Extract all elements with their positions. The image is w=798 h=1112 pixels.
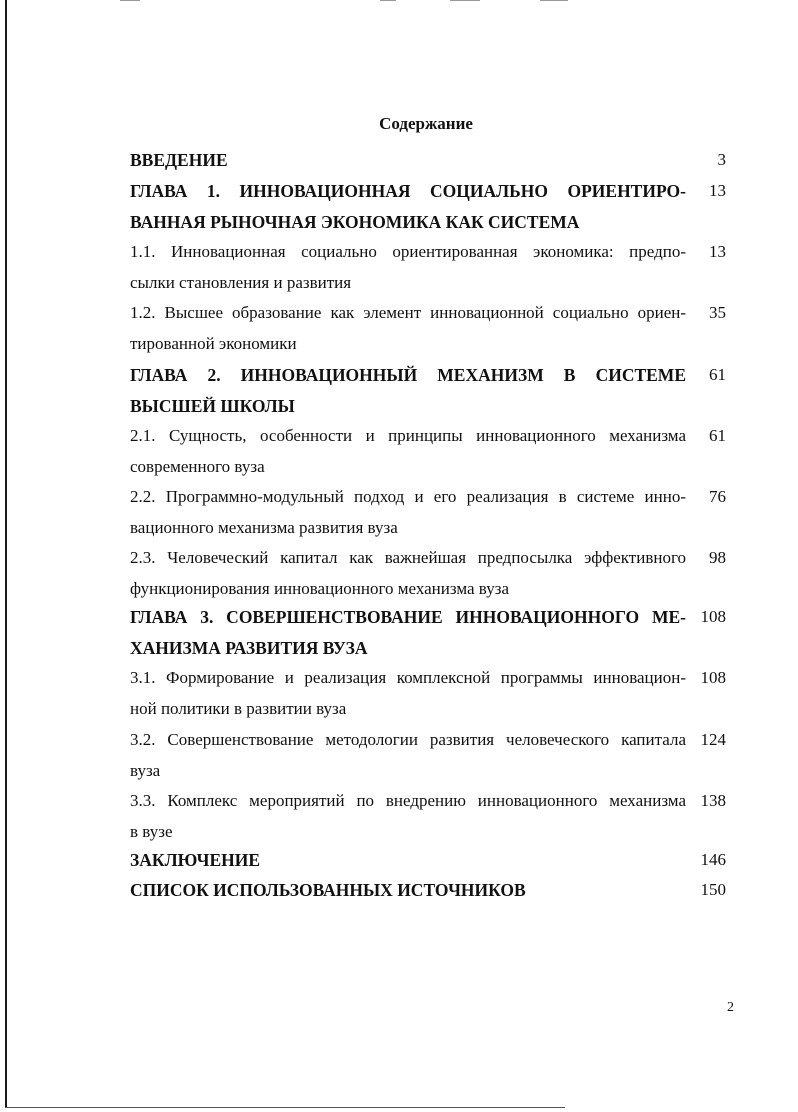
toc-entry-text: в вузе — [130, 822, 173, 841]
toc-entry-text: 2.1. Сущность, особенности и принципы инновационного механизма — [130, 426, 686, 445]
toc-entry-text: 1.2. Высшее образование как элемент инновационной социально ориен- — [130, 303, 686, 322]
scan-mark-top — [450, 0, 480, 1]
toc-entry-text: ВВЕДЕНИЕ — [130, 150, 228, 170]
toc-entry-page: 61 — [709, 426, 726, 445]
toc-entry-text: вуза — [130, 761, 161, 780]
toc-entry-page: 98 — [709, 548, 726, 567]
toc-entry-text: 3.1. Формирование и реализация комплексной программы инновацион- — [130, 668, 686, 687]
scan-mark-top — [380, 0, 396, 1]
toc-entry-page: 150 — [700, 880, 726, 899]
toc-title: Содержание — [379, 114, 473, 133]
scan-mark-top — [120, 0, 140, 1]
toc-entry-text: сылки становления и развития — [130, 273, 352, 292]
scan-border-left — [5, 0, 7, 1108]
toc-entry-text: ГЛАВА 3. СОВЕРШЕНСТВОВАНИЕ ИННОВАЦИОННОГО МЕ- — [130, 607, 686, 627]
toc-entry-page: 61 — [709, 365, 726, 384]
scan-border-bottom — [5, 1107, 565, 1108]
toc-entry-text: 2.3. Человеческий капитал как важнейшая предпосылка эффективного — [130, 548, 686, 567]
toc-entry-page: 108 — [700, 607, 726, 626]
page-number: 2 — [727, 1000, 734, 1015]
toc-entry-page: 13 — [709, 242, 726, 261]
toc-entry-text: ГЛАВА 2. ИННОВАЦИОННЫЙ МЕХАНИЗМ В СИСТЕМЕ — [130, 365, 686, 385]
toc-entry-text: ВАННАЯ РЫНОЧНАЯ ЭКОНОМИКА КАК СИСТЕМА — [130, 212, 580, 232]
toc-entry-page: 35 — [709, 303, 726, 322]
toc-entry-text: 1.1. Инновационная социально ориентированная экономика: предпо- — [130, 242, 686, 261]
scan-mark-top — [540, 0, 568, 1]
toc-entry-page: 108 — [700, 668, 726, 687]
toc-entry-text: 2.2. Программно-модульный подход и его реализация в системе инно- — [130, 487, 686, 506]
toc-entry-page: 13 — [709, 181, 726, 200]
toc-entry-page: 124 — [700, 730, 726, 749]
toc-entry-text: тированной экономики — [130, 334, 297, 353]
toc-entry-text: ЗАКЛЮЧЕНИЕ — [130, 850, 261, 870]
toc-entry-text: вационного механизма развития вуза — [130, 518, 398, 537]
toc-entry-text: СПИСОК ИСПОЛЬЗОВАННЫХ ИСТОЧНИКОВ — [130, 880, 526, 900]
toc-entry-text: 3.2. Совершенствование методологии развития человеческого капитала — [130, 730, 686, 749]
toc-entry-page: 146 — [700, 850, 726, 869]
toc-entry-page: 76 — [709, 487, 726, 506]
toc-entry-text: ВЫСШЕЙ ШКОЛЫ — [130, 396, 295, 416]
toc-entry-text: ГЛАВА 1. ИННОВАЦИОННАЯ СОЦИАЛЬНО ОРИЕНТИРО- — [130, 181, 686, 201]
toc-entry-page: 3 — [717, 150, 726, 169]
toc-entry-text: функционирования инновационного механизма вуза — [130, 579, 509, 598]
toc-entry-text: 3.3. Комплекс мероприятий по внедрению инновационного механизма — [130, 791, 686, 810]
toc-entry-page: 138 — [700, 791, 726, 810]
toc-entry-text: ной политики в развитии вуза — [130, 699, 347, 718]
toc-entry-text: современного вуза — [130, 457, 265, 476]
toc-entry-text: ХАНИЗМА РАЗВИТИЯ ВУЗА — [130, 638, 368, 658]
